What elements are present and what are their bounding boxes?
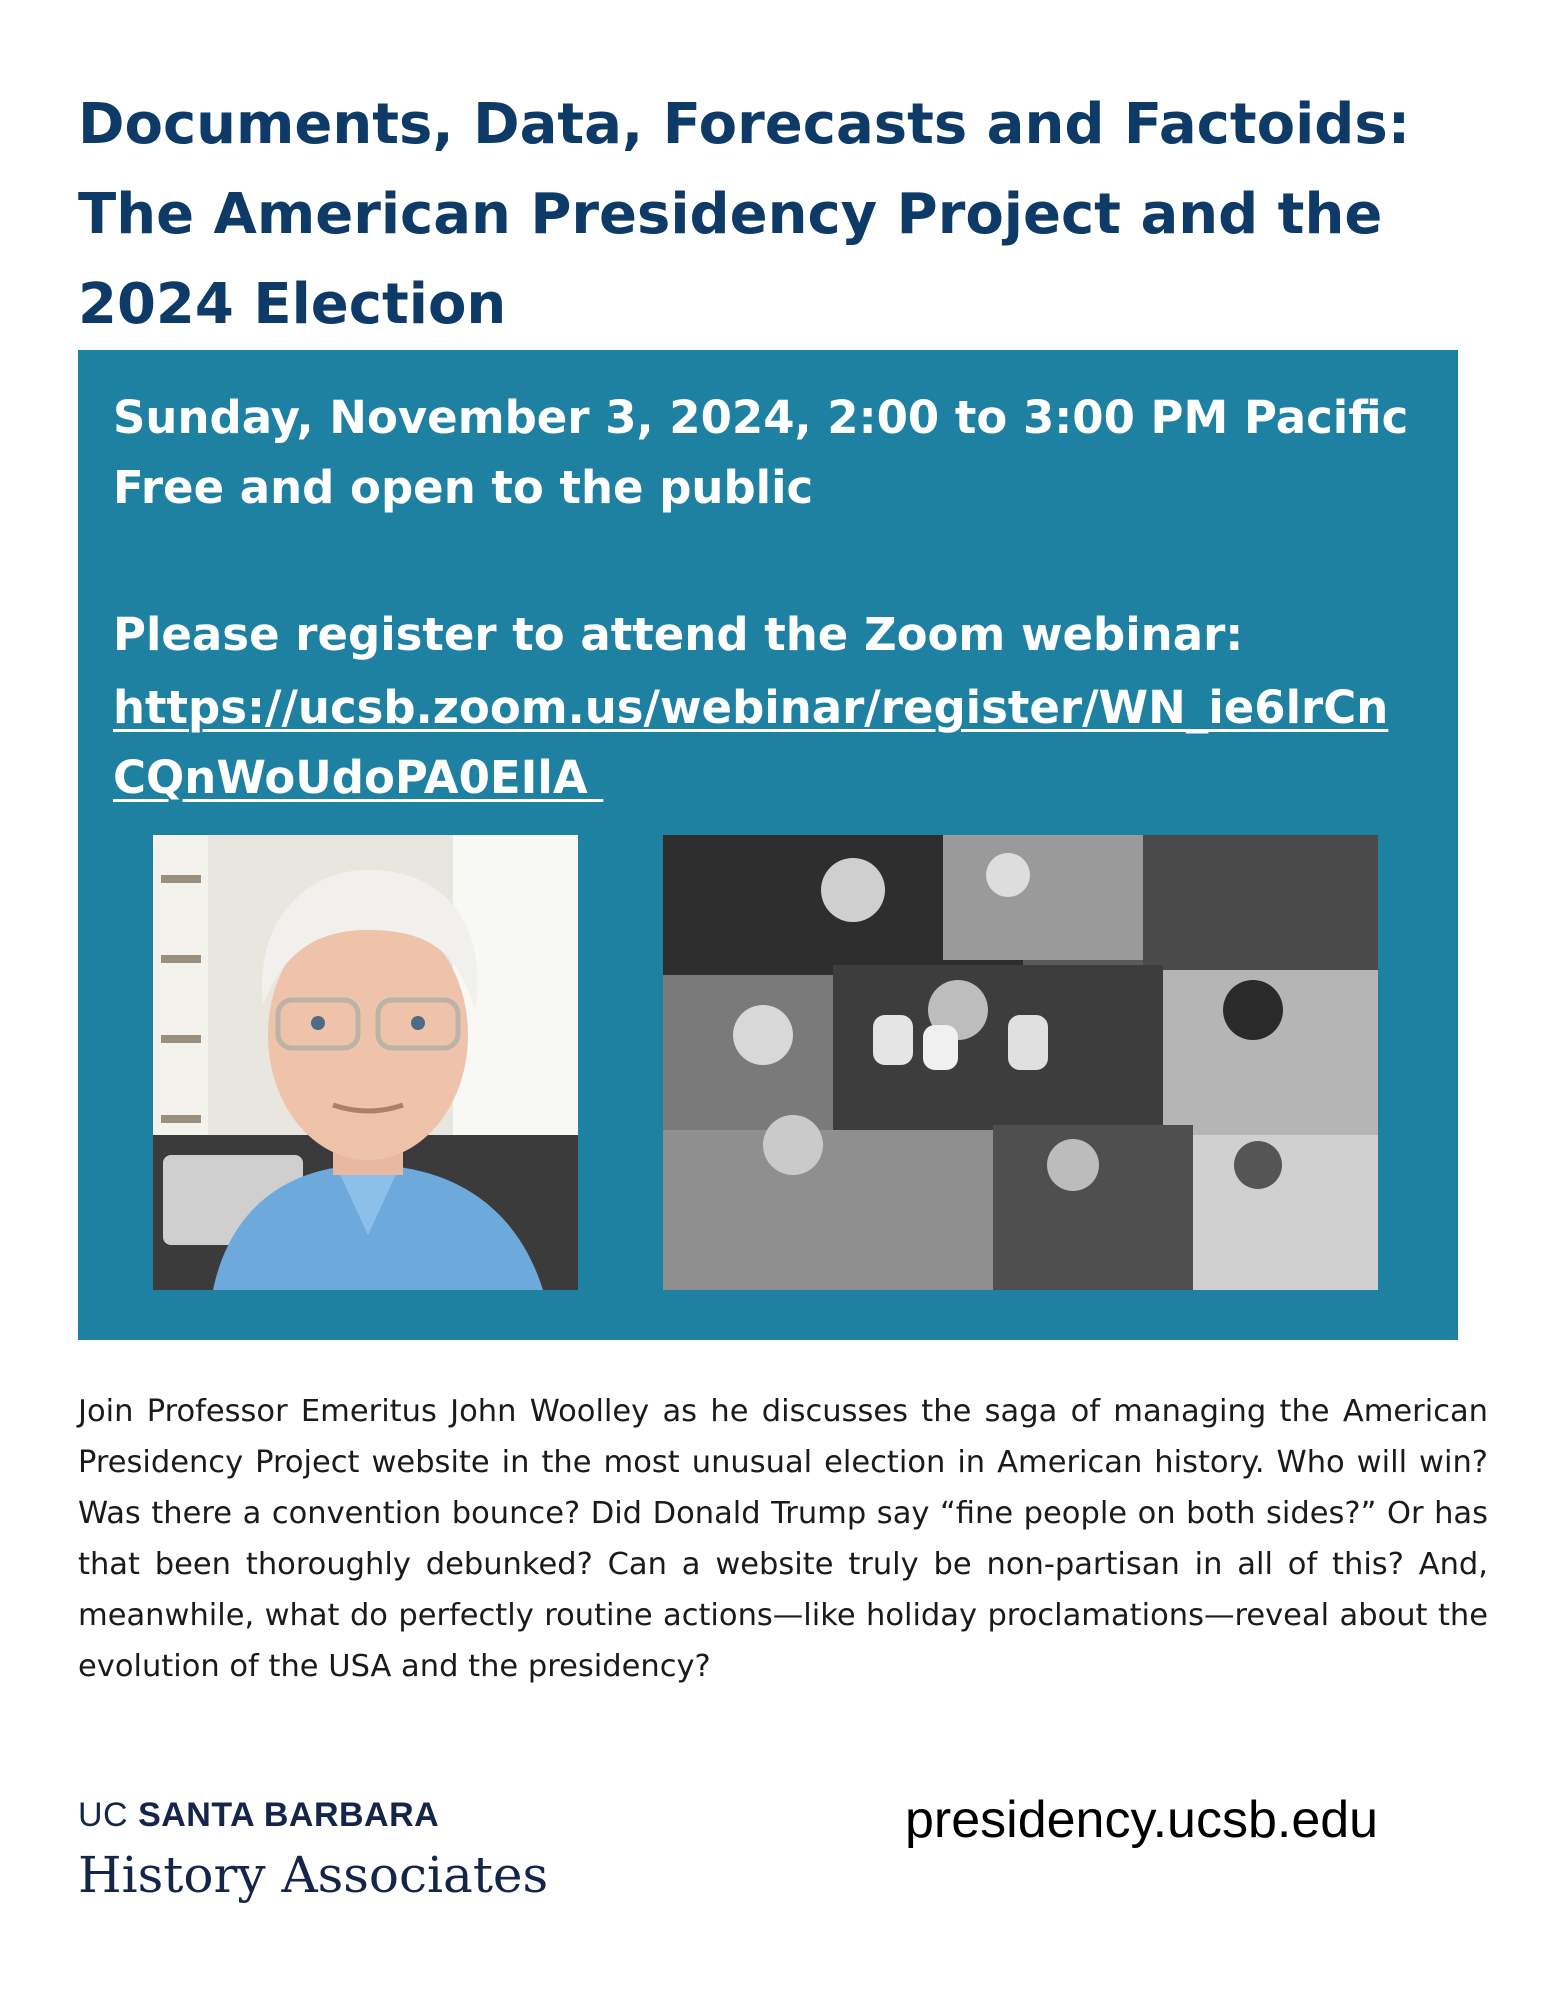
title-line-2: The American Presidency Project and the xyxy=(78,182,1383,247)
event-info-panel xyxy=(78,350,1458,1340)
event-datetime: Sunday, November 3, 2024, 2:00 to 3:00 PM Pacific xyxy=(113,391,1409,444)
collage-illustration xyxy=(663,835,1378,1290)
register-link-line-2[interactable]: CQnWoUdoPA0EIlA xyxy=(113,751,604,804)
logo-uc: UC xyxy=(78,1796,129,1834)
event-admission: Free and open to the public xyxy=(113,461,814,514)
title-line-3: 2024 Election xyxy=(78,272,507,337)
ucsb-logo-line xyxy=(78,1796,439,1835)
event-description: Join Professor Emeritus John Woolley as he discusses the saga of managing the American Presidency Project website in the most unusual election in American history. Who will win? Was there a convention bounce? Did Donald Trump say “fine people on both sides?” Or has that been thoroughly debunked? Can a website truly be non-partisan in all of this? And, meanwhile, what do perfectly routine actions—like holiday proclamations—reveal about the evolution of the USA and the presidency? xyxy=(78,1394,1488,1684)
logo-santa-barbara: SANTA BARBARA xyxy=(138,1796,440,1834)
speaker-portrait-photo xyxy=(153,835,578,1290)
portrait-illustration xyxy=(153,835,578,1290)
presidents-collage-photo xyxy=(663,835,1378,1290)
website-url[interactable]: presidency.ucsb.edu xyxy=(905,1791,1379,1849)
history-associates-logo: History Associates xyxy=(78,1846,549,1904)
register-link-line-1[interactable]: https://ucsb.zoom.us/webinar/register/WN_ie6lrCn xyxy=(113,681,1389,734)
title-line-1: Documents, Data, Forecasts and Factoids: xyxy=(78,92,1411,157)
register-prompt: Please register to attend the Zoom webinar: xyxy=(113,608,1244,661)
event-title xyxy=(78,80,1478,350)
